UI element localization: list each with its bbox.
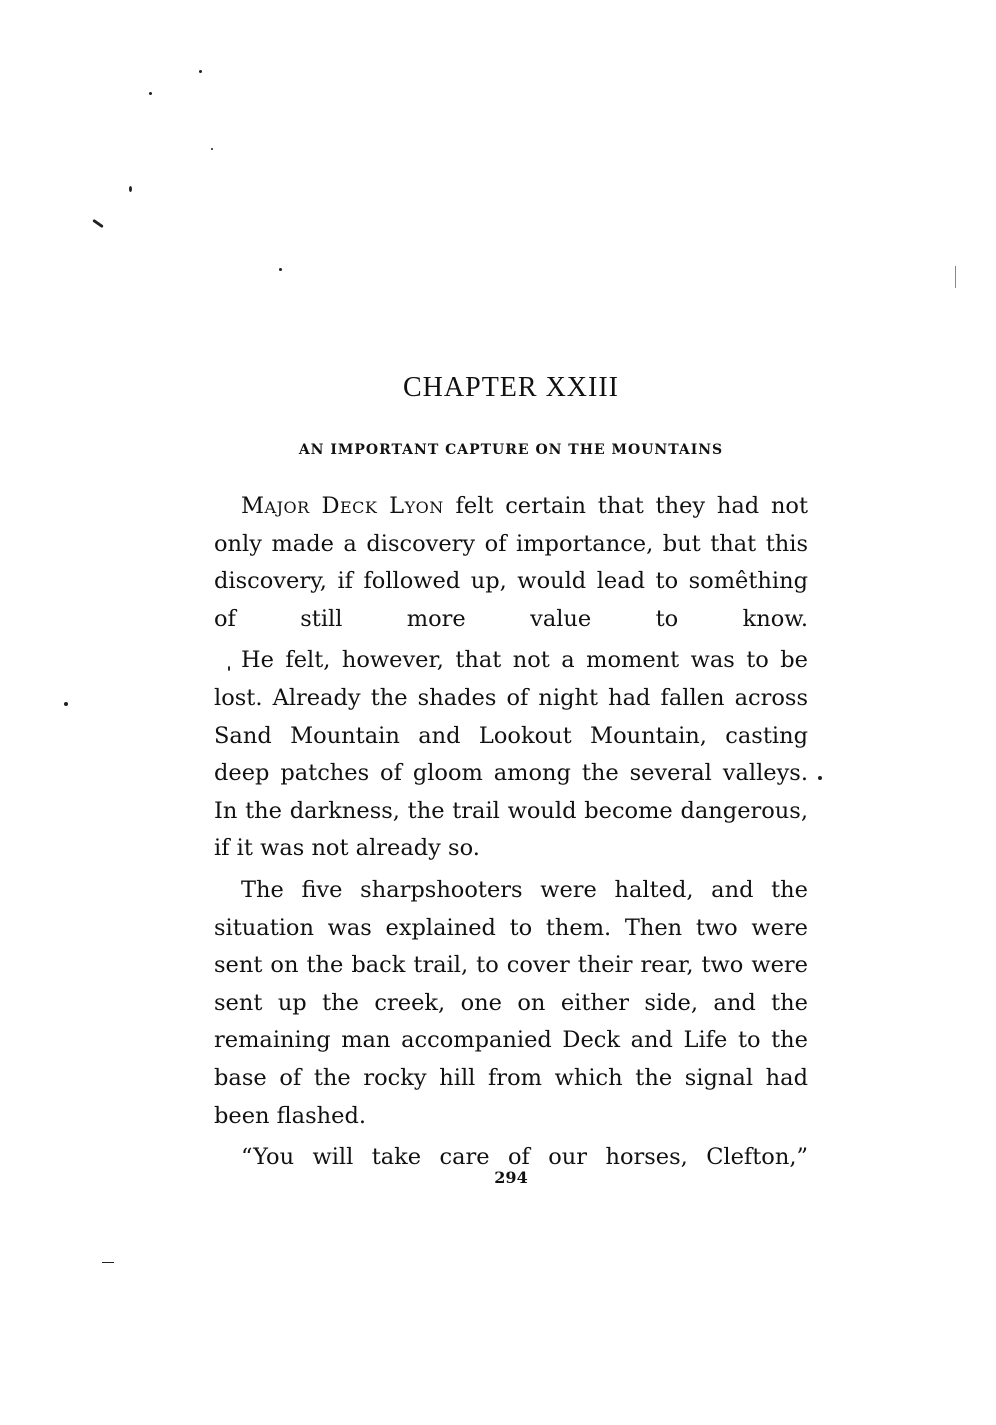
- paragraph: He felt, however, that not a moment was to be lost. Already the shades of night had fallen across Sand Mountain and Lookout Mountain, casting deep patches of gloom among the several valleys. In the darkness, the trail would become dangerous, if it was not already so.: [214, 647, 808, 862]
- paragraph: The five sharpshooters were halted, and the situation was explained to them. Then two were sent on the back trail, to cover their rear, two were sent up the creek, one on either side, and the remaining man accompanied Deck and Life to the base of the rocky hill from which the signal had been flashed.: [214, 876, 808, 1129]
- chapter-subtitle: AN IMPORTANT CAPTURE ON THE MOUNTAINS: [298, 442, 724, 458]
- scan-speck: [64, 702, 68, 706]
- scan-speck: [92, 219, 104, 228]
- name-deck: Deck: [321, 493, 378, 519]
- scan-speck: [211, 148, 213, 150]
- page-number: 294: [494, 1168, 528, 1187]
- chapter-body: [214, 488, 808, 1181]
- scan-speck: [279, 268, 282, 271]
- name-lyon: Lyon: [389, 493, 444, 519]
- name-major: Major: [241, 493, 310, 519]
- paragraph: [214, 488, 808, 638]
- paragraph: “You will take care of our horses, Clefton,”: [241, 1144, 808, 1171]
- scan-speck: [149, 92, 152, 95]
- paragraph-text: felt certain that they had not only made a discovery of importance, but that this discovery, if followed up, would lead to somêthing of still more value to know.: [214, 493, 809, 632]
- scan-speck: [955, 266, 956, 288]
- scan-speck: [818, 776, 822, 780]
- scan-speck: [129, 186, 132, 192]
- scan-speck: [102, 1262, 114, 1263]
- chapter-title: CHAPTER XXIII: [403, 372, 619, 403]
- scan-speck: [199, 70, 202, 73]
